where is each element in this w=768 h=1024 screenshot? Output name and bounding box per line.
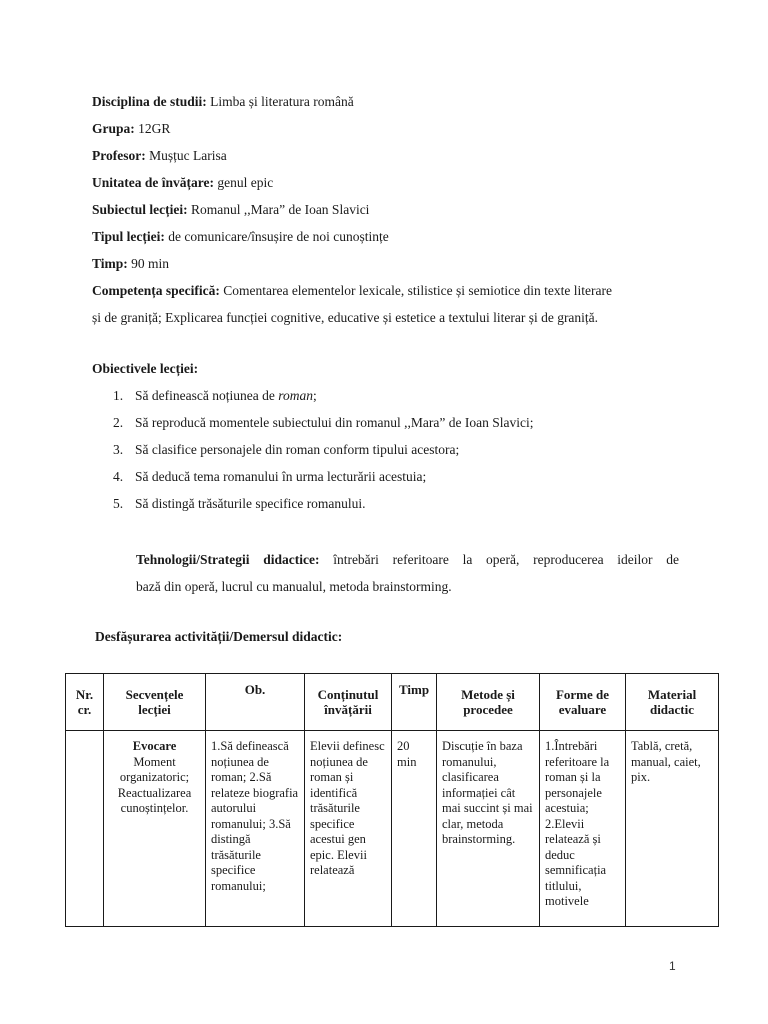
table-row (66, 731, 719, 927)
header-nr: Nr. cr. (66, 674, 104, 731)
meta-disciplina (92, 93, 692, 120)
table-header-row (66, 674, 719, 731)
competenta-continuation: și de graniță; Explicarea funcției cognitive, educative și estetice a textului literar și de graniță. (92, 310, 599, 325)
cell-material: Tablă, cretă, manual, caiet, pix. (626, 731, 719, 927)
objective-item (113, 414, 534, 441)
meta-timp (92, 255, 692, 282)
strategies-paragraph (136, 546, 679, 600)
meta-value: 90 min (127, 256, 170, 271)
meta-profesor (92, 147, 692, 174)
objectives-title: Obiectivele lecției: (92, 361, 199, 376)
meta-label: Disciplina de studii: (92, 94, 207, 109)
objective-text: Să deducă tema romanului în urma lecturării acestuia; (135, 469, 427, 484)
meta-value: Mușțuc Larisa (145, 148, 227, 163)
objective-number: 2. (113, 415, 124, 430)
meta-value: genul epic (213, 175, 274, 190)
meta-unitatea (92, 174, 692, 201)
secventa-title: Evocare (132, 739, 177, 753)
lesson-plan-table (65, 673, 719, 927)
meta-tipul (92, 228, 692, 255)
objective-number: 1. (113, 388, 124, 403)
meta-label: Timp: (92, 256, 128, 271)
strategies-line-1 (136, 546, 679, 573)
cell-secventa (104, 731, 206, 927)
cell-timp: 20 min (392, 731, 437, 927)
objective-number: 4. (113, 469, 124, 484)
meta-value: 12GR (134, 121, 171, 136)
meta-label: Grupa: (92, 121, 135, 136)
meta-competenta (92, 282, 692, 309)
meta-subiectul (92, 201, 692, 228)
header-material: Material didactic (626, 674, 719, 731)
objective-number: 5. (113, 496, 124, 511)
objective-number: 3. (113, 442, 124, 457)
objective-item (113, 441, 534, 468)
meta-value: de comunicare/însușire de noi cunoștințe (164, 229, 389, 244)
objective-text: Să reproducă momentele subiectului din romanul ,,Mara” de Ioan Slavici; (135, 415, 534, 430)
lesson-meta (92, 93, 692, 309)
objective-text: Să distingă trăsăturile specifice romanului. (135, 496, 366, 511)
header-continut: Conținutul învățării (305, 674, 392, 731)
header-ob: Ob. (206, 674, 305, 731)
objective-text-end: ; (312, 388, 317, 403)
cell-ob: 1.Să definească noțiunea de roman; 2.Să relateze biografia autorului romanului; 3.Să distingă trăsăturile specifice romanului; (206, 731, 305, 927)
meta-label: Competența specifică: (92, 283, 220, 298)
page-number: 1 (669, 959, 676, 973)
strategies-text: întrebări referitoare la operă, reproducerea ideilor de (319, 552, 679, 567)
objective-italic: roman (278, 388, 313, 403)
meta-label: Unitatea de învățare: (92, 175, 214, 190)
header-metode: Metode și procedee (437, 674, 540, 731)
cell-metode: Discuție în baza romanului, clasificarea informației cât mai succint și mai clar, metoda brainstorming. (437, 731, 540, 927)
strategies-label: Tehnologii/Strategii didactice: (136, 552, 320, 567)
activity-title: Desfășurarea activității/Demersul didactic: (95, 629, 343, 644)
meta-label: Profesor: (92, 148, 146, 163)
objectives-list (113, 387, 534, 522)
cell-evaluare: 1.Întrebări referitoare la roman și la personajele acestuia; 2.Elevii relatează și deduc semnificația titlului, motivele (540, 731, 626, 927)
secventa-text: Moment organizatoric; Reactualizarea cunoștințelor. (117, 754, 192, 815)
objective-text: Să definească noțiunea de (135, 388, 279, 403)
cell-continut: Elevii definesc noțiunea de roman și identifică trăsăturile specifice acestui gen epic. Elevii relatează (305, 731, 392, 927)
objective-item (113, 495, 534, 522)
meta-value: Comentarea elementelor lexicale, stilistice și semiotice din texte literare (219, 283, 612, 298)
objective-item (113, 468, 534, 495)
header-evaluare: Forme de evaluare (540, 674, 626, 731)
cell-nr (66, 731, 104, 927)
meta-value: Romanul ,,Mara” de Ioan Slavici (187, 202, 370, 217)
header-secvente: Secvențele lecției (104, 674, 206, 731)
objective-text: Să clasifice personajele din roman conform tipului acestora; (135, 442, 460, 457)
meta-grupa (92, 120, 692, 147)
header-timp: Timp (392, 674, 437, 731)
meta-label: Subiectul lecției: (92, 202, 188, 217)
meta-label: Tipul lecției: (92, 229, 165, 244)
objective-item (113, 387, 534, 414)
meta-value: Limba și literatura română (206, 94, 354, 109)
strategies-line-2: bază din operă, lucrul cu manualul, metoda brainstorming. (136, 579, 452, 594)
